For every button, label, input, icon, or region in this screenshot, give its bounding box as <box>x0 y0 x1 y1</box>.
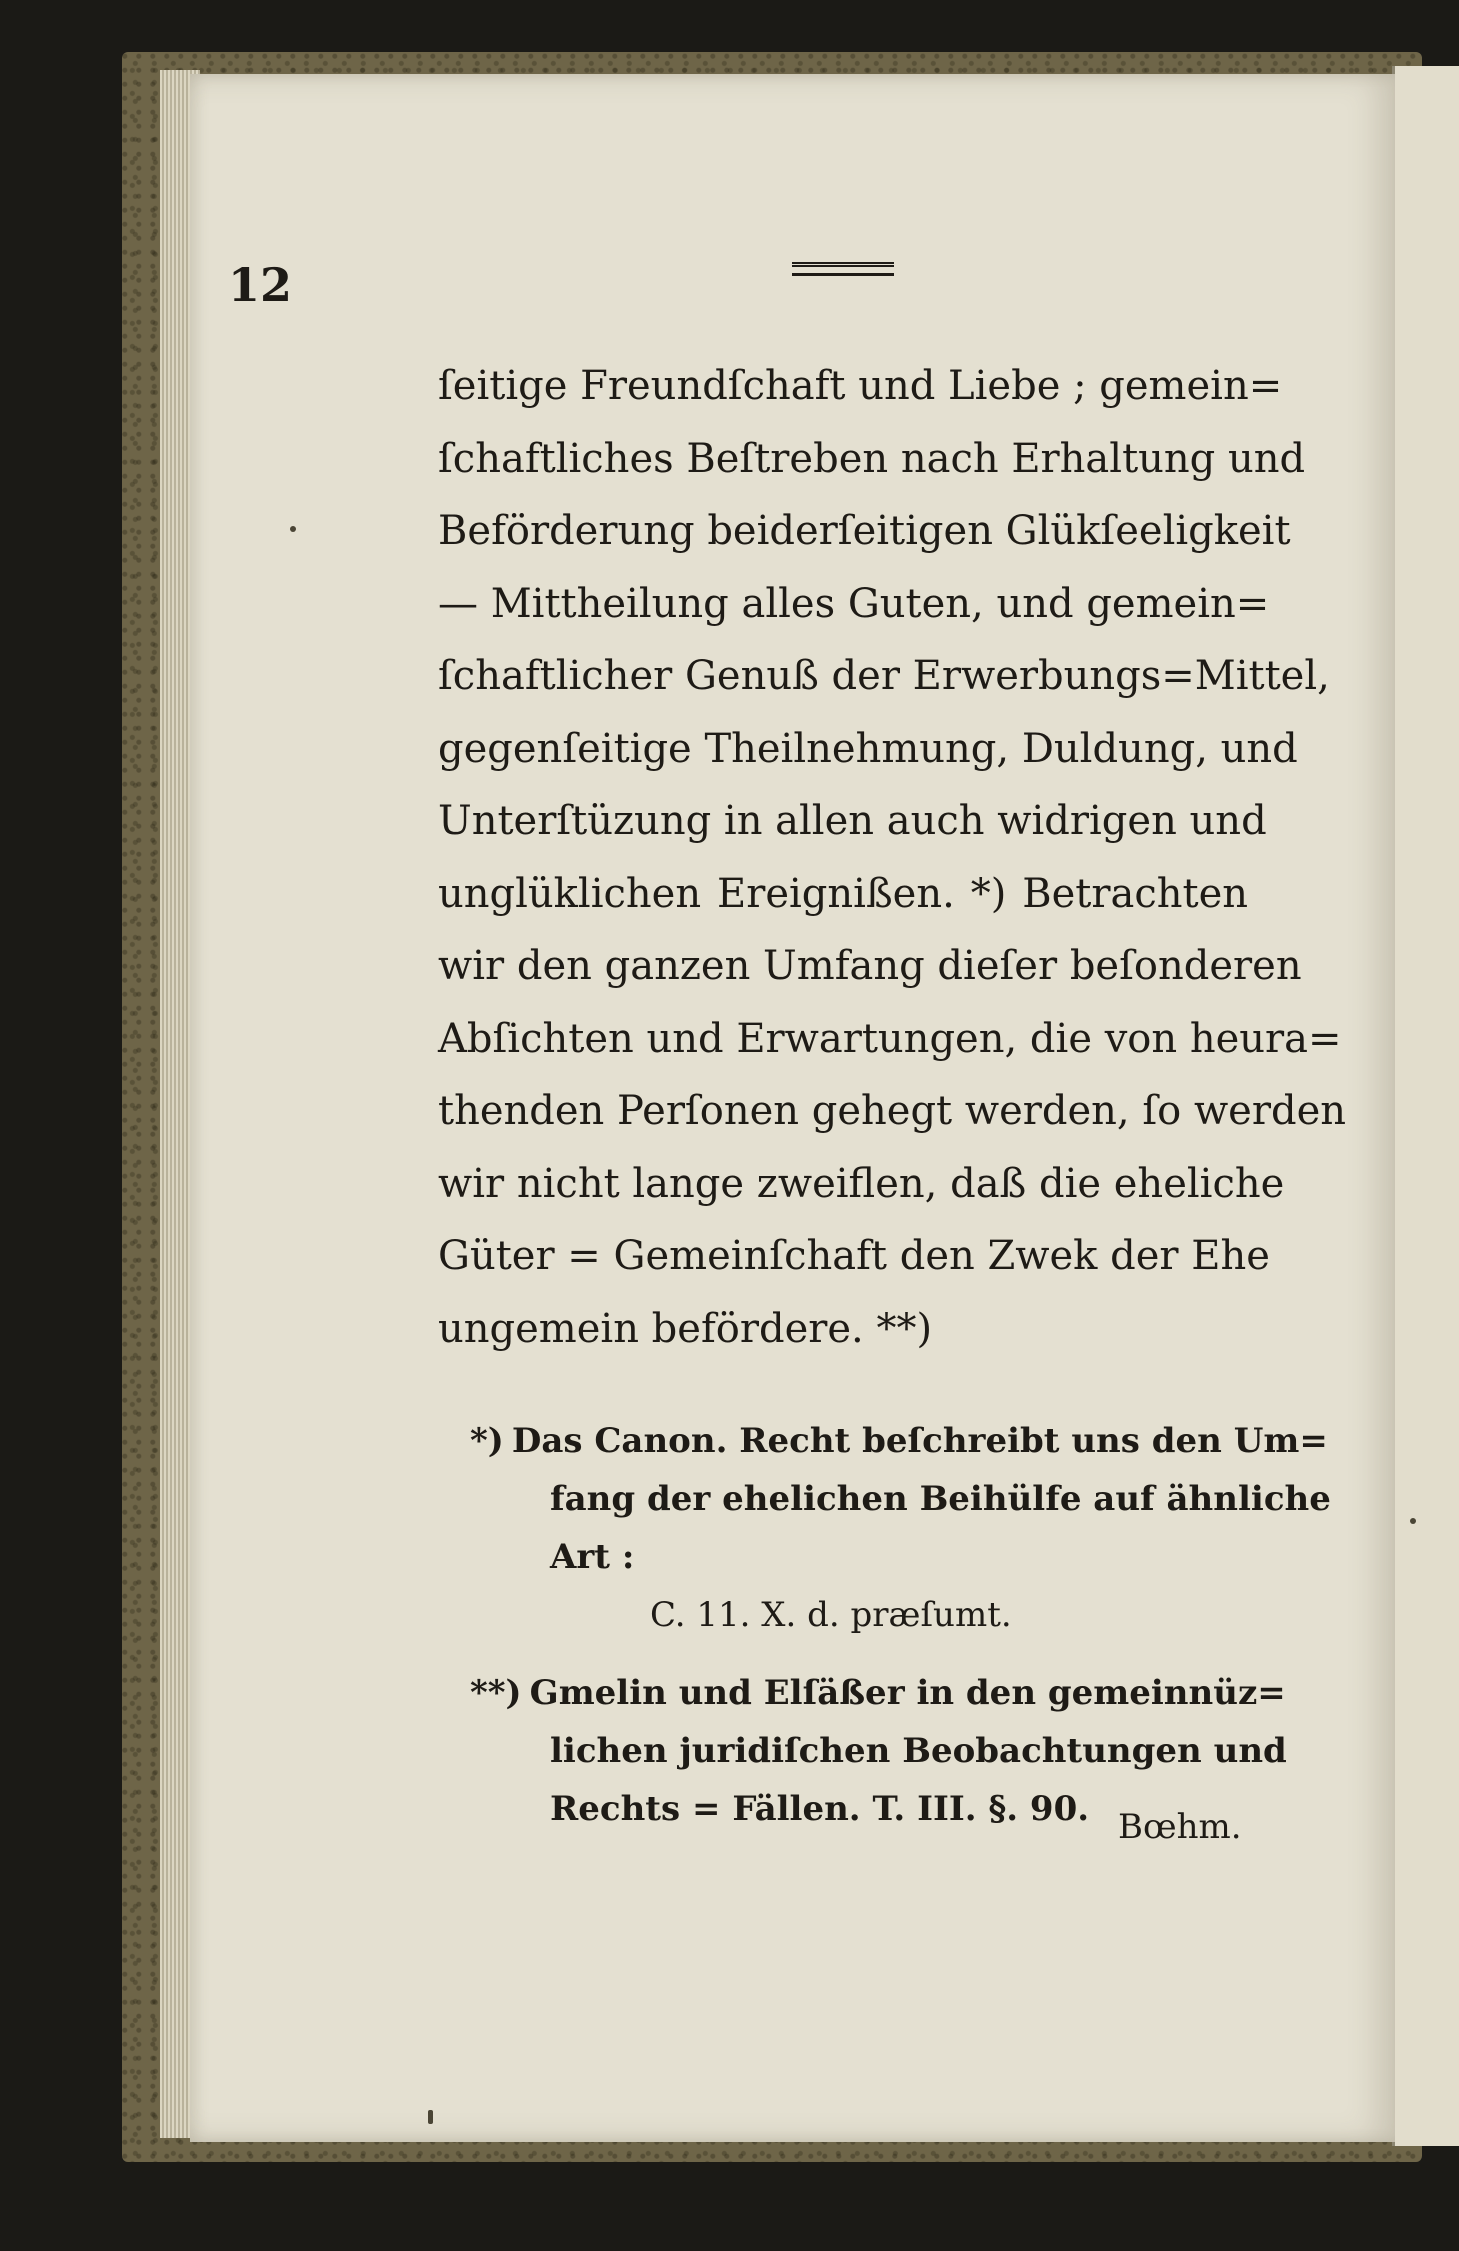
footnote-1 <box>470 1412 1331 1644</box>
footnote-marker: *) <box>470 1421 504 1461</box>
footnote-text: Gmelin und Elſäßer in den gemeinnüz= <box>529 1673 1286 1713</box>
footnote-signature: Bœhm. <box>1118 1807 1242 1847</box>
text-line: Güter = Gemeinſchaft den Zwek der Ehe <box>438 1233 1270 1279</box>
footnote-line <box>470 1412 1328 1470</box>
ink-spot <box>290 526 296 532</box>
footnote-text: Das Canon. Recht beſchreibt uns den Um= <box>511 1421 1328 1461</box>
text-line: ungemein befördere. **) <box>438 1305 933 1352</box>
footnote-line: Art : <box>550 1537 635 1577</box>
text-line: ſeitige Freundſchaft und Liebe ; gemein= <box>438 363 1283 409</box>
footnote-line: Rechts = Fällen. T. III. §. 90. <box>550 1789 1090 1829</box>
page-number: 12 <box>228 258 293 312</box>
text-line: thenden Perſonen gehegt werden, ſo werden <box>438 1088 1347 1134</box>
text-line: gegenſeitige Theilnehmung, Duldung, und <box>438 725 1298 772</box>
text-line: ſchaftliches Beſtreben nach Erhaltung und <box>438 435 1306 482</box>
main-text <box>438 350 1347 1365</box>
text-line: unglüklichen Ereignißen. *) Betrachten <box>438 870 1248 917</box>
text-line: — Mittheilung alles Guten, und gemein= <box>438 580 1270 627</box>
ink-spot <box>428 2110 433 2124</box>
footnote-citation: C. 11. X. d. præſumt. <box>650 1595 1012 1635</box>
footnote-line: lichen juridiſchen Beobachtungen und <box>550 1731 1287 1771</box>
footnote-line: fang der ehelichen Beihülfe auf ähnliche <box>550 1479 1331 1519</box>
ink-spot <box>1410 1518 1416 1524</box>
text-line: wir den ganzen Umfang dieſer beſonderen <box>438 943 1302 989</box>
text-line: wir nicht lange zweiflen, daß die eheliche <box>438 1160 1285 1207</box>
footnote-marker: **) <box>470 1673 522 1713</box>
facing-page-edge <box>1392 66 1459 2146</box>
footnote-line <box>470 1664 1286 1722</box>
header-rule <box>792 262 894 276</box>
text-line: Abſichten und Erwartungen, die von heura= <box>438 1015 1342 1062</box>
text-line: Beförderung beiderſeitigen Glükſeeligkeit <box>438 508 1291 554</box>
text-line: Unterſtüzung in allen auch widrigen und <box>438 798 1267 844</box>
text-line: ſchaftlicher Genuß der Erwerbungs=Mittel, <box>438 653 1330 699</box>
